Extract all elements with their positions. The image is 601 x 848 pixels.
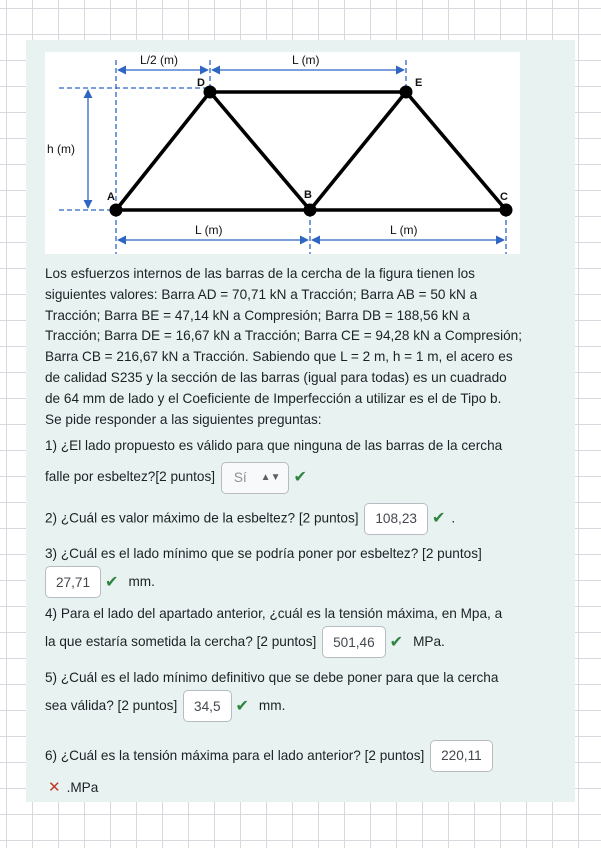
question-card [26,40,575,802]
statement-line: Tracción; Barra DE = 16,67 kN a Tracción; Barra CE = 94,28 kN a Compresión; [45,328,522,344]
check-icon: ✔ [431,509,446,527]
statement-line: Se pide responder a las siguientes preguntas: [45,411,322,427]
label-bottom-span-2: L (m) [390,223,418,237]
node-label-a: A [107,191,115,203]
statement-line: Los esfuerzos internos de las barras de la cercha de la figura tienen los [45,266,475,281]
truss-diagram [45,52,520,254]
answer-6-unit: .MPa [66,779,99,795]
question-6 [45,738,565,803]
statement-line: Tracción; Barra BE = 47,14 kN a Compresión; Barra DB = 188,56 kN a [45,307,470,323]
question-1-text: 1) ¿El lado propuesto es válido para que ninguna de las barras de la cercha [45,438,503,454]
answer-5-input[interactable]: 34,5 [183,690,231,722]
node-a [110,204,123,217]
cross-icon: ✕ [48,778,61,796]
node-label-e: E [415,77,423,89]
bar-ad [116,92,210,210]
check-icon: ✔ [293,469,307,487]
question-4-text-2: la que estaría sometida la cercha? [2 puntos] [45,633,317,649]
question-2-text: 2) ¿Cuál es valor máximo de la esbeltez? [2 puntos] [45,510,359,526]
node-b [304,204,317,217]
question-4 [45,604,565,660]
answer-2-unit: . [451,510,456,526]
answer-4-unit: MPa. [413,633,445,649]
bar-be [310,92,406,210]
bar-db [210,92,310,210]
answer-3-unit: mm. [128,573,155,589]
question-3 [45,544,565,600]
label-height: h (m) [47,142,75,156]
answer-1-select[interactable] [221,462,290,494]
question-1 [45,430,565,493]
node-e [400,86,413,99]
question-1-text-2: falle por esbeltez?[2 puntos] [45,469,216,485]
label-bottom-span-1: L (m) [195,223,223,237]
answer-6-input[interactable]: 220,11 [430,740,493,772]
question-4-text: 4) Para el lado del apartado anterior, ¿cuál es la tensión máxima, en Mpa, a [45,605,503,621]
check-icon: ✔ [105,573,119,591]
node-label-b: B [304,189,312,201]
problem-statement [45,264,557,430]
answer-2-input[interactable]: 108,23 [364,503,428,535]
question-2 [45,503,565,535]
statement-line: de calidad S235 y la sección de las barras (igual para todas) es un cuadrado [45,369,507,385]
check-icon: ✔ [389,633,404,651]
truss-figure [45,52,520,254]
answer-3-input[interactable]: 27,71 [45,566,101,598]
answer-5-unit: mm. [258,697,286,713]
label-top-span: L (m) [292,53,320,67]
check-icon: ✔ [235,697,249,715]
node-label-d: D [197,77,205,89]
node-d [204,86,217,99]
select-arrows-icon: ▲▼ [260,472,281,484]
question-5-text-2: sea válida? [2 puntos] [45,697,178,713]
answer-1-value: Sí [233,470,247,486]
bar-ec [406,92,506,210]
question-6-text: 6) ¿Cuál es la tensión máxima para el lado anterior? [2 puntos] [45,747,425,763]
question-5-text: 5) ¿Cuál es el lado mínimo definitivo que se debe poner para que la cercha [45,669,499,685]
statement-line: Barra CB = 216,67 kN a Tracción. Sabiendo que L = 2 m, h = 1 m, el acero es [45,349,513,365]
statement-line: de 64 mm de lado y el Coeficiente de Imperfección a utilizar es el de Tipo b. [45,390,502,406]
question-3-text: 3) ¿Cuál es el lado mínimo que se podría poner por esbeltez? [2 puntos] [45,545,482,561]
node-label-c: C [500,191,508,203]
question-5 [45,668,565,724]
answer-4-input[interactable]: 501,46 [322,626,386,658]
label-half-span: L/2 (m) [140,53,179,67]
statement-line: siguientes valores: Barra AD = 70,71 kN a Tracción; Barra AB = 50 kN a [45,286,478,302]
node-c [500,204,513,217]
